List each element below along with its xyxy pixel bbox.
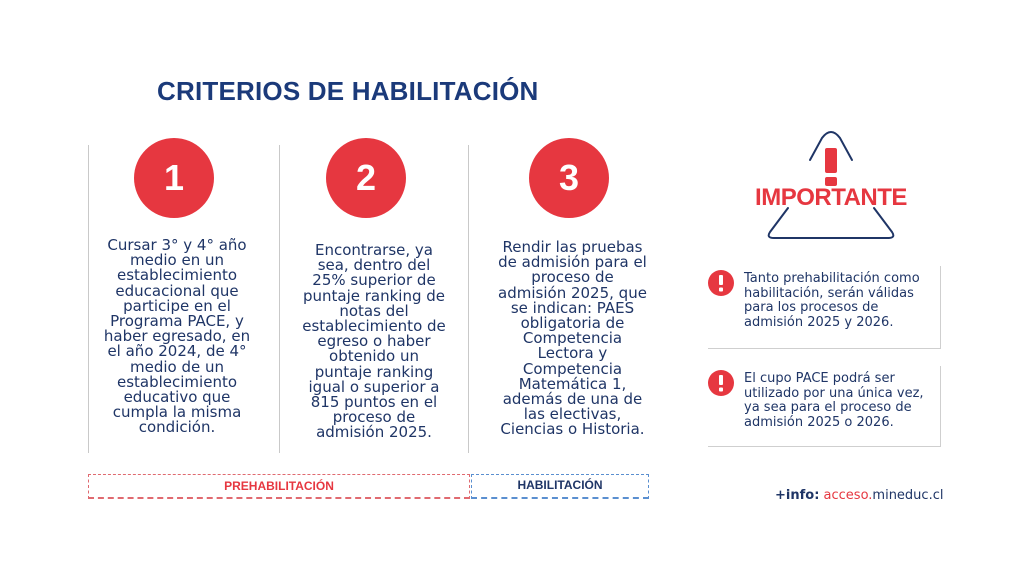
info-label: +info: [775, 488, 820, 503]
important-note-1 [708, 266, 941, 349]
criterion-number-3: 3 [529, 138, 609, 218]
criterion-number-1: 1 [134, 138, 214, 218]
alert-circle-icon [708, 270, 734, 296]
criterion-text-2: Encontrarse, ya sea, dentro del 25% superior de puntaje ranking de notas del establecimiento de egreso o haber obtenido un puntaje ranking igual o superior a 815 puntos en el proceso de admisión 2025. [302, 241, 446, 442]
criterion-number-2: 2 [326, 138, 406, 218]
habilitacion-label: HABILITACIÓN [517, 478, 603, 492]
important-callout [750, 128, 912, 240]
habilitacion-bracket [471, 474, 649, 499]
important-note-text-1: Tanto prehabilitación como habilitación, serán válidas para los procesos de admisión 2025 y 2026. [744, 271, 920, 330]
column-divider [279, 145, 280, 453]
column-divider [468, 145, 469, 453]
criterion-text-3: Rendir las pruebas de admisión para el proceso de admisión 2025, que se indican: PAES obligatoria de Competencia Lectora y Competencia Matemática 1, además de una de las electivas, Ciencias o Historia. [498, 238, 647, 439]
prehabilitacion-label: PREHABILITACIÓN [224, 479, 334, 493]
info-footer [775, 488, 943, 503]
important-note-2 [708, 366, 941, 447]
column-divider [88, 145, 89, 453]
important-label: IMPORTANTE [755, 184, 907, 211]
alert-circle-icon [708, 370, 734, 396]
info-link-accent: acceso. [823, 488, 873, 503]
info-link[interactable] [824, 488, 944, 503]
important-note-text-2: El cupo PACE podrá ser utilizado por una única vez, ya sea para el proceso de admisión 2025 o 2026. [744, 371, 924, 430]
info-link-rest: mineduc.cl [872, 488, 944, 503]
page-title: CRITERIOS DE HABILITACIÓN [157, 76, 539, 106]
criterion-text-1: Cursar 3° y 4° año medio en un establecimiento educacional que participe en el Programa PACE, y haber egresado, en el año 2024, de 4° medio de un establecimiento educativo que cumpla la misma condición. [103, 236, 251, 437]
prehabilitacion-bracket [88, 474, 470, 499]
